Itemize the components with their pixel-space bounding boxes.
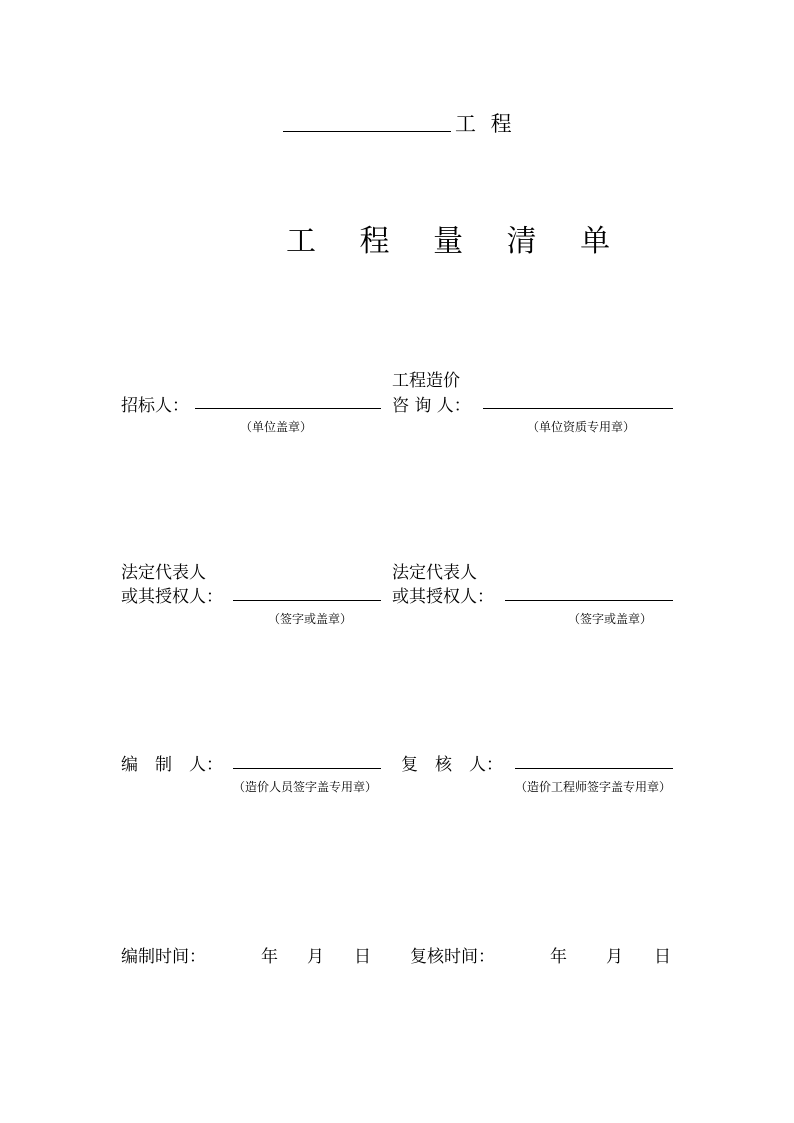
legal-rep-right-note: （签字或盖章）	[568, 612, 653, 626]
page-title: 工 程 量 清 单	[286, 224, 628, 259]
compiler-label: 编 制 人：	[121, 755, 223, 775]
reviewer-note: （造价工程师签字盖专用章）	[515, 780, 672, 794]
legal-rep-right-signature-line	[505, 600, 673, 601]
compile-date-label: 编制时间：	[121, 947, 206, 967]
compile-date-day: 日	[354, 947, 371, 967]
compiler-note: （造价人员签字盖专用章）	[233, 780, 378, 794]
compile-date-month: 月	[307, 947, 324, 967]
project-suffix-text: 工 程	[455, 112, 516, 136]
project-name-blank-line	[283, 131, 451, 132]
consultant-label-line1: 工程造价	[392, 371, 460, 391]
tenderer-note: （单位盖章）	[240, 420, 313, 434]
tenderer-label: 招标人：	[121, 396, 189, 416]
consultant-note: （单位资质专用章）	[527, 420, 636, 434]
legal-rep-right-label-line1: 法定代表人	[392, 563, 477, 583]
consultant-label-line2: 咨 询 人：	[392, 396, 471, 416]
legal-rep-left-note: （签字或盖章）	[268, 612, 353, 626]
legal-rep-right-label-line2: 或其授权人：	[392, 587, 494, 607]
review-date-month: 月	[606, 947, 623, 967]
legal-rep-left-signature-line	[233, 600, 381, 601]
compile-date-year: 年	[261, 947, 278, 967]
reviewer-label: 复 核 人：	[401, 755, 503, 775]
legal-rep-left-label-line2: 或其授权人：	[121, 587, 223, 607]
review-date-year: 年	[550, 947, 567, 967]
legal-rep-left-label-line1: 法定代表人	[121, 563, 206, 583]
tenderer-signature-line	[195, 408, 381, 409]
consultant-signature-line	[483, 408, 673, 409]
compiler-signature-line	[233, 768, 381, 769]
reviewer-signature-line	[515, 768, 673, 769]
review-date-day: 日	[654, 947, 671, 967]
review-date-label: 复核时间：	[410, 947, 495, 967]
